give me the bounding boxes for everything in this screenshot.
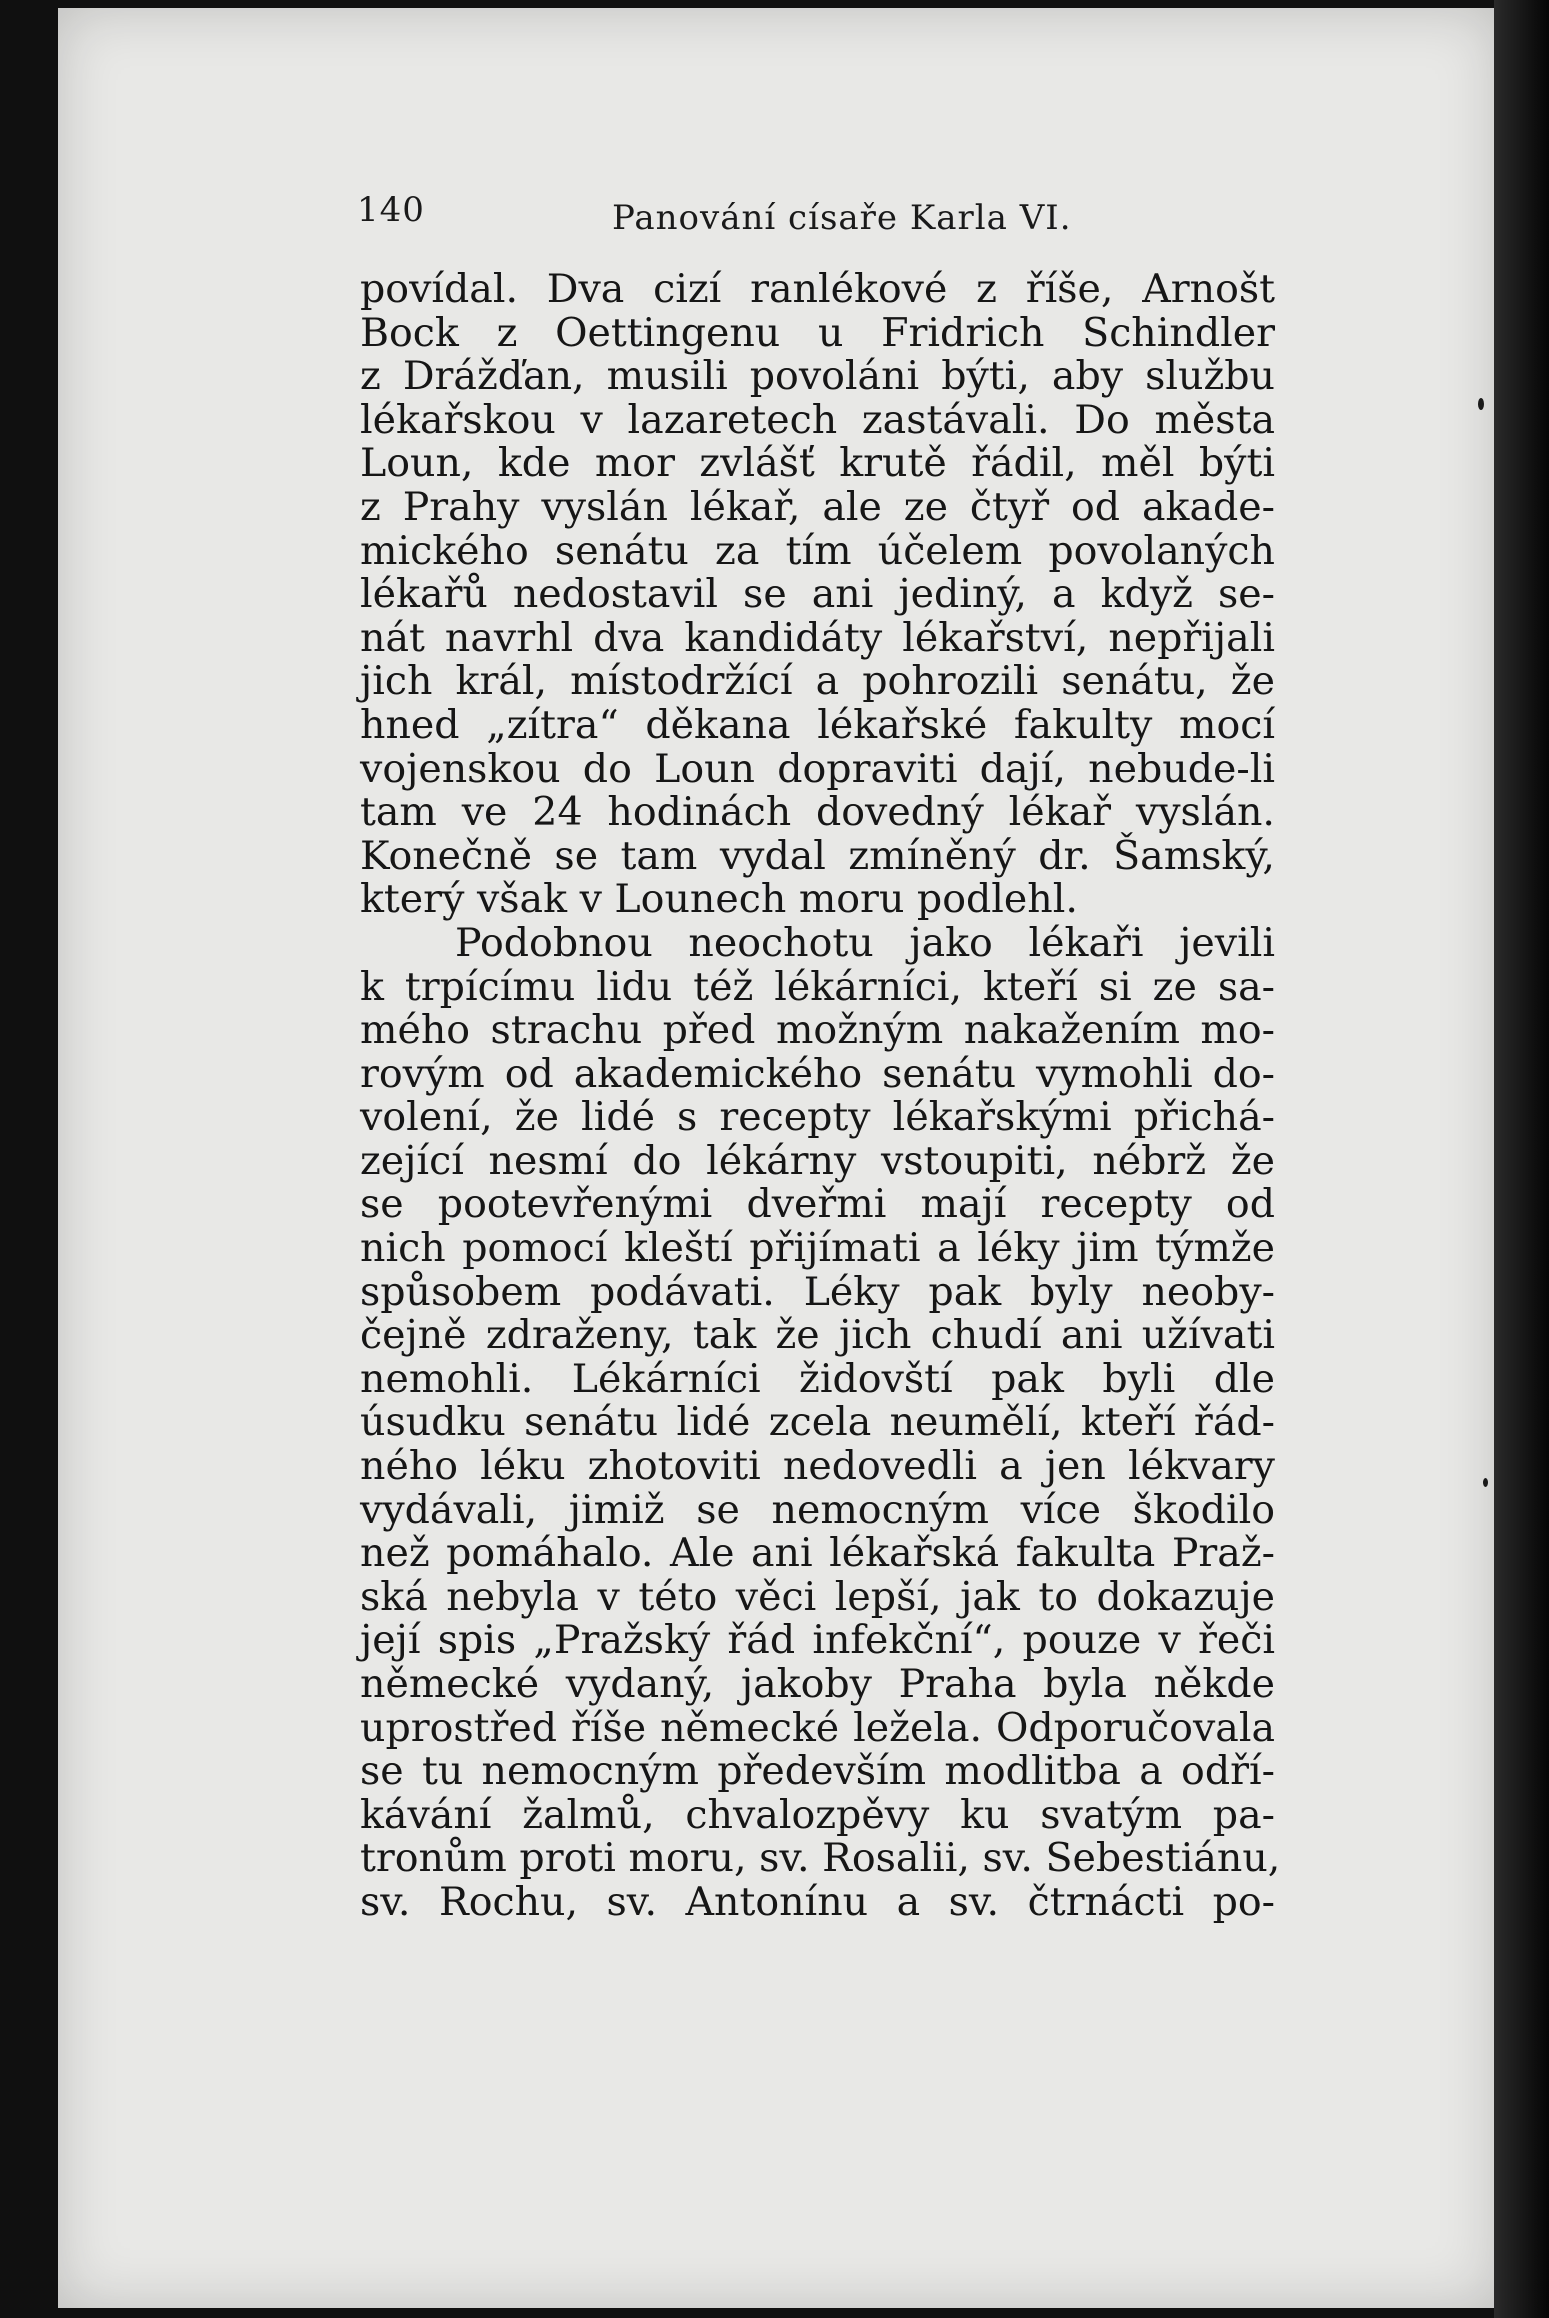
text-line: tam ve 24 hodinách dovedný lékař vyslán. — [360, 789, 1275, 836]
text-line: z Drážďan, musili povoláni býti, aby službu — [360, 353, 1275, 400]
page-number: 140 — [357, 190, 425, 230]
text-line: se pootevřenými dveřmi mají recepty od — [360, 1181, 1275, 1228]
text-line: nát navrhl dva kandidáty lékařství, nepřijali — [360, 614, 1275, 661]
text-line: její spis „Pražský řád infekční“, pouze v řeči — [360, 1617, 1275, 1664]
text-line: vojenskou do Loun dopraviti dají, nebude-li — [360, 745, 1275, 792]
text-line: který však v Lounech moru podlehl. — [360, 876, 1078, 923]
text-line: k trpícímu lidu též lékárníci, kteří si ze sa- — [360, 963, 1275, 1010]
text-line: úsudku senátu lidé zcela neumělí, kteří řád- — [360, 1399, 1275, 1446]
text-line: rovým od akademického senátu vymohli do- — [360, 1050, 1275, 1097]
text-line: Podobnou neochotu jako lékaři jevili — [455, 919, 1275, 966]
text-line: nich pomocí kleští přijímati a léky jim týmže — [360, 1225, 1275, 1272]
running-title: Panování císaře Karla VI. — [612, 198, 1072, 238]
text-line: povídal. Dva cizí ranlékové z říše, Arnošt — [360, 266, 1275, 312]
edge-speck — [1478, 398, 1484, 410]
text-line: čejně zdraženy, tak že jich chudí ani užívati — [360, 1312, 1275, 1359]
body-text — [360, 266, 1281, 1925]
text-line: zející nesmí do lékárny vstoupiti, nébrž že — [360, 1137, 1275, 1184]
book-spine-shadow — [1494, 0, 1549, 2318]
text-line: z Prahy vyslán lékař, ale ze čtyř od akade- — [360, 483, 1275, 530]
text-line: Konečně se tam vydal zmíněný dr. Šamský, — [360, 832, 1275, 879]
text-line: sv. Rochu, sv. Antonínu a sv. čtrnácti po- — [360, 1878, 1275, 1925]
text-line: Bock z Oettingenu u Fridrich Schindler — [360, 309, 1275, 356]
text-line: mého strachu před možným nakažením mo- — [360, 1007, 1275, 1054]
text-line: jich král, místodržící a pohrozili senátu, že — [360, 658, 1275, 705]
text-line: hned „zítra“ děkana lékařské fakulty mocí — [360, 701, 1275, 748]
text-line: spůsobem podávati. Léky pak byly neoby- — [360, 1268, 1275, 1315]
text-line: lékařů nedostavil se ani jediný, a když se- — [360, 571, 1275, 618]
text-line: kávání žalmů, chvalozpěvy ku svatým pa- — [360, 1791, 1275, 1838]
text-line: ného léku zhotoviti nedovedli a jen lékvary — [360, 1443, 1275, 1490]
text-line: se tu nemocným především modlitba a odří- — [360, 1748, 1275, 1795]
paragraph — [360, 919, 1281, 1925]
paragraph — [360, 268, 1275, 922]
text-line: než pomáhalo. Ale ani lékařská fakulta Praž- — [360, 1530, 1275, 1577]
page-header — [357, 190, 1277, 250]
text-line: tronům proti moru, sv. Rosalii, sv. Sebestiánu, — [360, 1835, 1281, 1882]
text-line: lékařskou v lazaretech zastávali. Do města — [360, 396, 1275, 443]
text-line: uprostřed říše německé ležela. Odporučovala — [360, 1704, 1275, 1751]
text-line: Loun, kde mor zvlášť krutě řádil, měl býti — [360, 440, 1275, 487]
edge-speck — [1483, 1478, 1488, 1487]
text-line: ská nebyla v této věci lepší, jak to dokazuje — [360, 1573, 1275, 1620]
text-line: volení, že lidé s recepty lékařskými přichá- — [360, 1094, 1275, 1141]
text-line: nemohli. Lékárníci židovští pak byli dle — [360, 1355, 1275, 1402]
text-line: vydávali, jimiž se nemocným více škodilo — [360, 1486, 1275, 1533]
text-line: mického senátu za tím účelem povolaných — [360, 527, 1275, 574]
text-line: německé vydaný, jakoby Praha byla někde — [360, 1661, 1275, 1707]
